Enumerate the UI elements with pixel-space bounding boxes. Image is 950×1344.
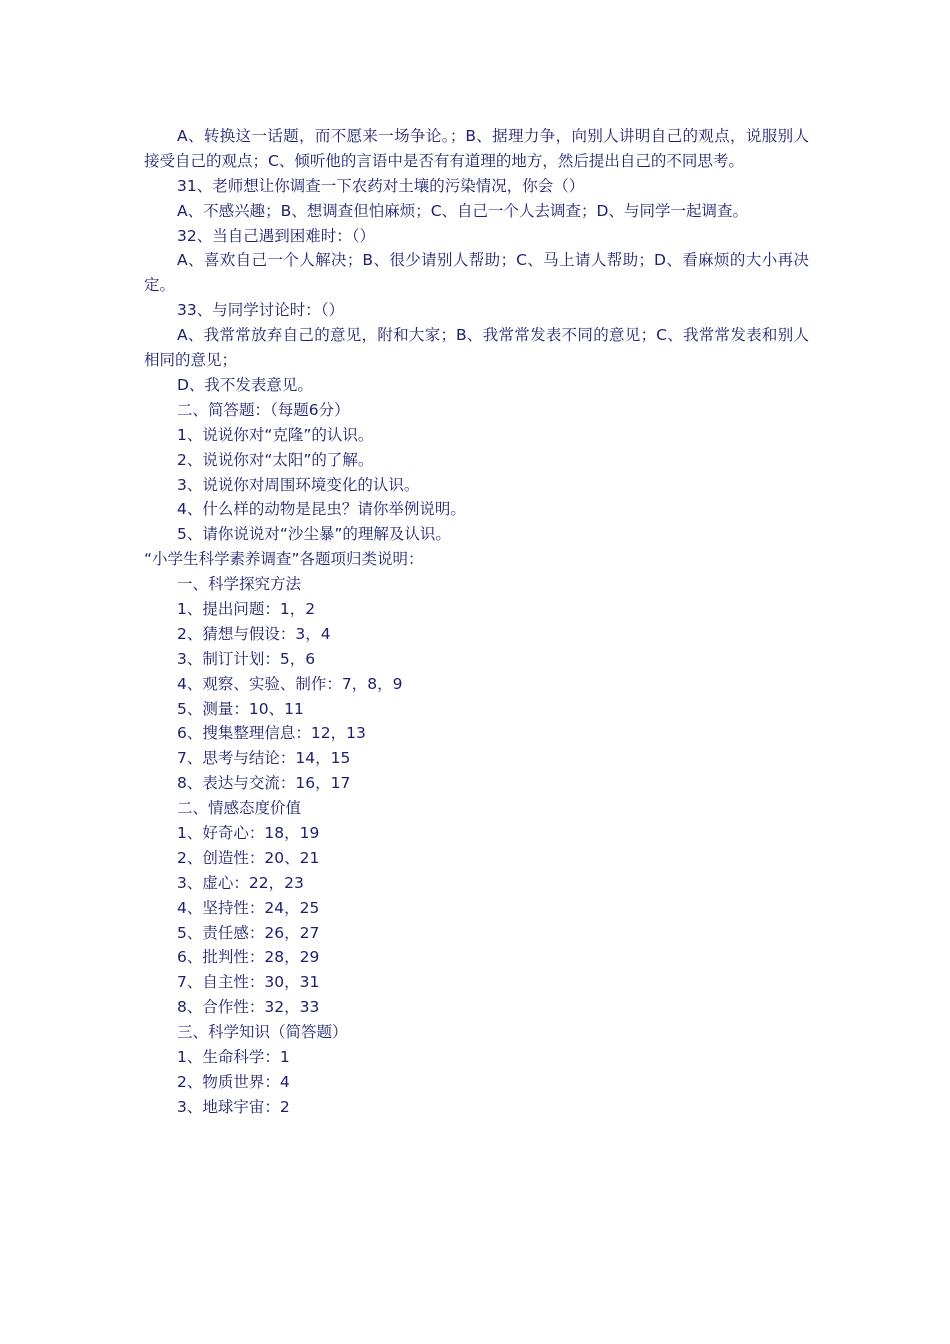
section-item: 3、地球宇宙：2 xyxy=(177,1097,290,1116)
section-item: 4、坚持性：24，25 xyxy=(177,898,320,917)
section-item: 8、合作性：32，33 xyxy=(177,998,320,1017)
section-item: 5、责任感：26，27 xyxy=(177,923,320,942)
section-item: 5、测量：10、11 xyxy=(177,699,304,718)
q32-question: 32、当自己遇到困难时：（） xyxy=(177,226,375,245)
section-item: 6、批判性：28，29 xyxy=(177,948,320,967)
section-item: 7、自主性：30，31 xyxy=(177,973,320,992)
section-heading: 一、科学探究方法 xyxy=(177,575,302,594)
short-answer-heading: 二、简答题：（每题6分） xyxy=(177,400,350,419)
q33-option-d: D、我不发表意见。 xyxy=(177,376,313,394)
section-item: 1、提出问题：1，2 xyxy=(177,600,316,619)
short-answer-item: 2、说说你对“太阳”的了解。 xyxy=(177,450,374,469)
document-body xyxy=(144,124,809,1120)
short-answer-item: 5、请你说说对“沙尘暴”的理解及认识。 xyxy=(177,525,451,544)
section-item: 4、观察、实验、制作：7，8，9 xyxy=(177,674,403,693)
short-answer-item: 3、说说你对周围环境变化的认识。 xyxy=(177,475,420,494)
q30-options: A、转换这一话题，而不愿来一场争论。；B、据理力争，向别人讲明自己的观点，说服别人接受自己的观点；C、倾听他的言语中是否有有道理的地方，然后提出自己的不同思考。 xyxy=(144,127,809,170)
classification-title: “小学生科学素养调查”各题项归类说明： xyxy=(144,550,424,569)
section-heading: 二、情感态度价值 xyxy=(177,799,302,818)
section-heading: 三、科学知识（简答题） xyxy=(177,1023,348,1042)
section-item: 3、虚心：22，23 xyxy=(177,873,304,892)
short-answer-item: 1、说说你对“克隆”的认识。 xyxy=(177,425,374,444)
section-item: 2、创造性：20、21 xyxy=(177,848,320,867)
section-item: 2、猜想与假设：3，4 xyxy=(177,624,331,643)
section-item: 2、物质世界：4 xyxy=(177,1072,290,1091)
section-item: 8、表达与交流：16，17 xyxy=(177,774,351,793)
section-item: 7、思考与结论：14，15 xyxy=(177,749,351,768)
short-answer-item: 4、什么样的动物是昆虫？请你举例说明。 xyxy=(177,500,466,519)
q33-question: 33、与同学讨论时：（） xyxy=(177,301,344,320)
section-item: 3、制订计划：5，6 xyxy=(177,649,316,668)
q33-options: A、我常常放弃自己的意见，附和大家；B、我常常发表不同的意见；C、我常常发表和别人相同的意见； xyxy=(144,326,809,370)
q32-options: A、喜欢自己一个人解决；B、很少请别人帮助；C、马上请人帮助；D、看麻烦的大小再决定。 xyxy=(144,251,809,295)
section-item: 1、生命科学：1 xyxy=(177,1048,290,1067)
section-item: 6、搜集整理信息：12，13 xyxy=(177,724,366,743)
q31-options: A、不感兴趣；B、想调查但怕麻烦；C、自己一个人去调查；D、与同学一起调查。 xyxy=(177,201,748,220)
section-item: 1、好奇心：18，19 xyxy=(177,824,320,843)
q31-question: 31、老师想让你调查一下农药对土壤的污染情况，你会（） xyxy=(177,176,585,195)
